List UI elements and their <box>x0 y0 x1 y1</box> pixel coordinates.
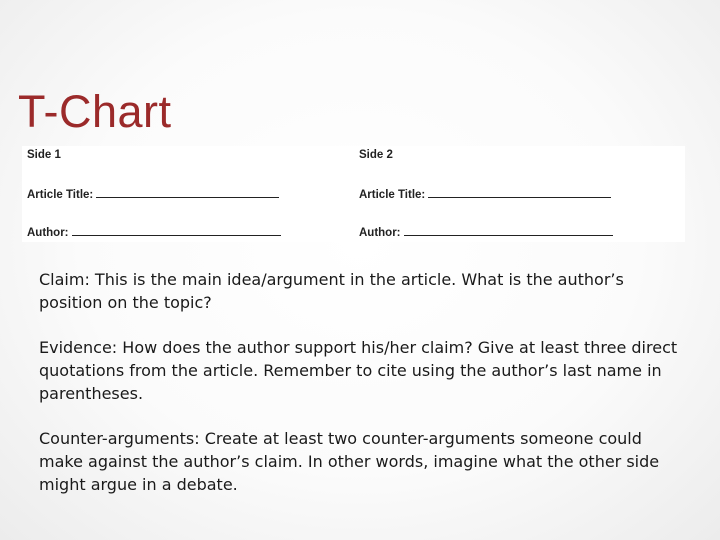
side2-article-title-blank <box>428 187 611 198</box>
side1-heading: Side 1 <box>27 149 61 161</box>
side2-author-row <box>359 225 613 239</box>
side2-author-label: Author: <box>359 227 401 239</box>
side2-article-title-row <box>359 187 611 201</box>
claim-term: Claim: <box>39 270 90 289</box>
side2-article-title-label: Article Title: <box>359 189 426 201</box>
slide-title: T-Chart <box>18 86 172 137</box>
evidence-paragraph <box>39 336 679 405</box>
evidence-text: How does the author support his/her claim? Give at least three direct quotations from the article. Remember to cite using the author’s last name in parentheses. <box>39 338 678 403</box>
instructions <box>39 268 679 518</box>
counter-arguments-text: Create at least two counter-arguments someone could make against the author’s claim. In other words, imagine what the other side might argue in a debate. <box>39 429 660 494</box>
claim-paragraph <box>39 268 679 314</box>
claim-text: This is the main idea/argument in the article. What is the author’s position on the topic? <box>39 270 624 312</box>
side1-author-label: Author: <box>27 227 69 239</box>
evidence-term: Evidence: <box>39 338 118 357</box>
t-chart-table <box>22 146 685 242</box>
side2-author-blank <box>404 225 613 236</box>
counter-arguments-term: Counter-arguments: <box>39 429 200 448</box>
side1-author-row <box>27 225 281 239</box>
side1-article-title-row <box>27 187 279 201</box>
side1-article-title-blank <box>96 187 279 198</box>
side2-heading: Side 2 <box>359 149 393 161</box>
counter-arguments-paragraph <box>39 427 679 496</box>
side1-author-blank <box>72 225 281 236</box>
side1-article-title-label: Article Title: <box>27 189 94 201</box>
